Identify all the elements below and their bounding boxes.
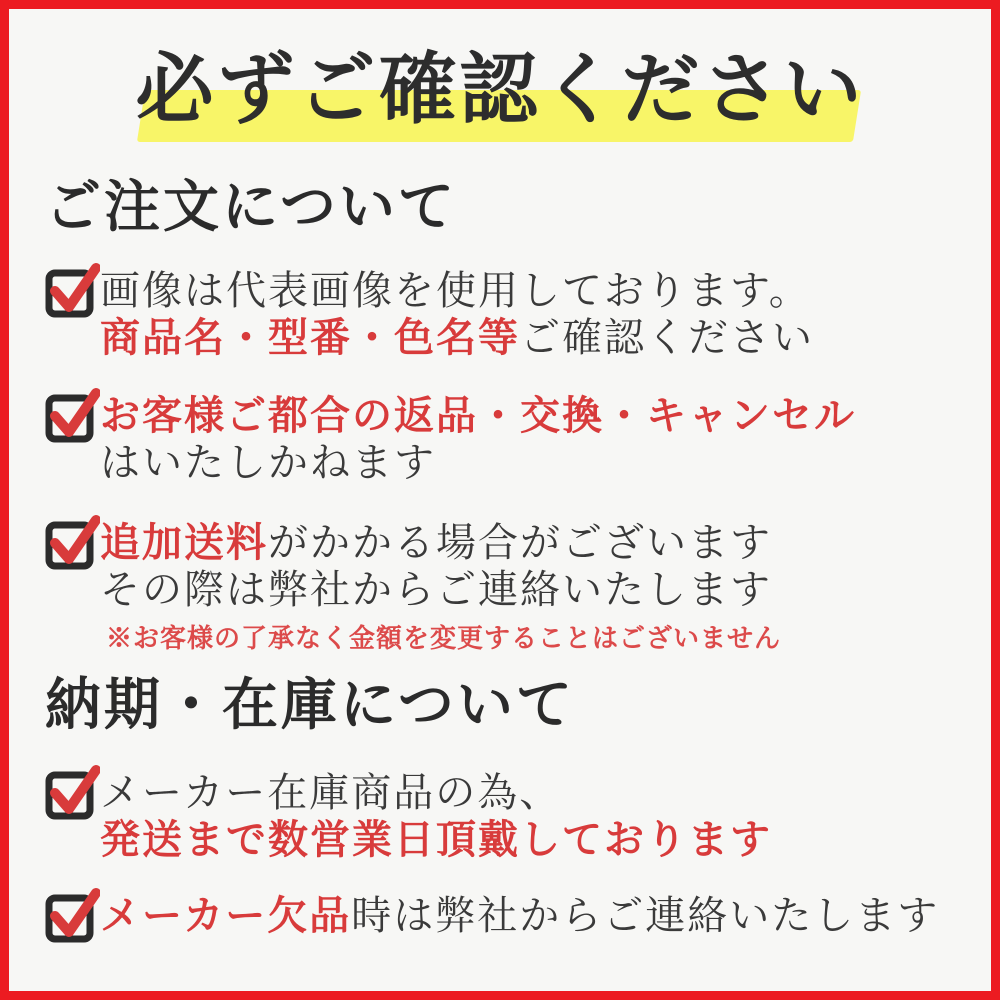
item-line xyxy=(100,520,781,567)
item-note-red: ※お客様の了承なく金額を変更することはございません xyxy=(106,623,782,653)
section-heading-order: ご注文について xyxy=(45,177,457,239)
item-line xyxy=(100,315,814,362)
item-text-red: お客様ご都合の返品・交換・キャンセル xyxy=(100,393,856,438)
item-text-black: 時は弊社からご連絡いたします xyxy=(351,893,940,938)
item-line xyxy=(100,393,856,440)
item-text-red: 追加送料 xyxy=(100,520,268,565)
item-line xyxy=(100,770,772,817)
item-text xyxy=(100,393,856,487)
checkbox-checked-icon xyxy=(45,764,100,820)
item-text-red: メーカー欠品 xyxy=(100,893,352,938)
item-text xyxy=(100,893,939,940)
item-text-black: その際は弊社からご連絡いたします xyxy=(100,566,772,612)
item-text xyxy=(100,770,772,864)
list-item-extra-shipping xyxy=(45,520,985,654)
checkbox-checked-icon xyxy=(45,514,100,570)
section-heading-stock: 納期・在庫について xyxy=(45,675,575,737)
list-item-representative-image xyxy=(45,268,985,362)
checkbox-checked-icon xyxy=(45,387,100,443)
item-line xyxy=(100,268,814,315)
checkbox-checked-icon xyxy=(45,887,100,943)
page-title-text: 必ずご確認ください xyxy=(135,46,865,133)
item-line xyxy=(100,893,939,940)
item-text xyxy=(100,520,781,654)
item-line xyxy=(100,567,781,614)
item-text-red: 商品名・型番・色名等 xyxy=(100,314,520,360)
item-text-black: ご確認ください xyxy=(520,314,814,360)
item-text-black: がかかる場合がございます xyxy=(268,520,772,565)
page-title xyxy=(0,40,1000,150)
list-item-maker-shortage xyxy=(45,893,985,943)
item-text-black: はいたしかねます xyxy=(100,439,436,485)
item-text-red: 発送まで数営業日頂戴しております xyxy=(100,816,772,862)
item-line xyxy=(100,817,772,864)
item-line xyxy=(100,440,856,487)
list-item-returns xyxy=(45,393,985,487)
item-text-black: 画像は代表画像を使用しております。 xyxy=(100,268,811,313)
list-item-maker-stock xyxy=(45,770,985,864)
item-text xyxy=(100,268,814,362)
checkbox-checked-icon xyxy=(45,262,100,318)
item-text-black: メーカー在庫商品の為、 xyxy=(100,770,562,815)
